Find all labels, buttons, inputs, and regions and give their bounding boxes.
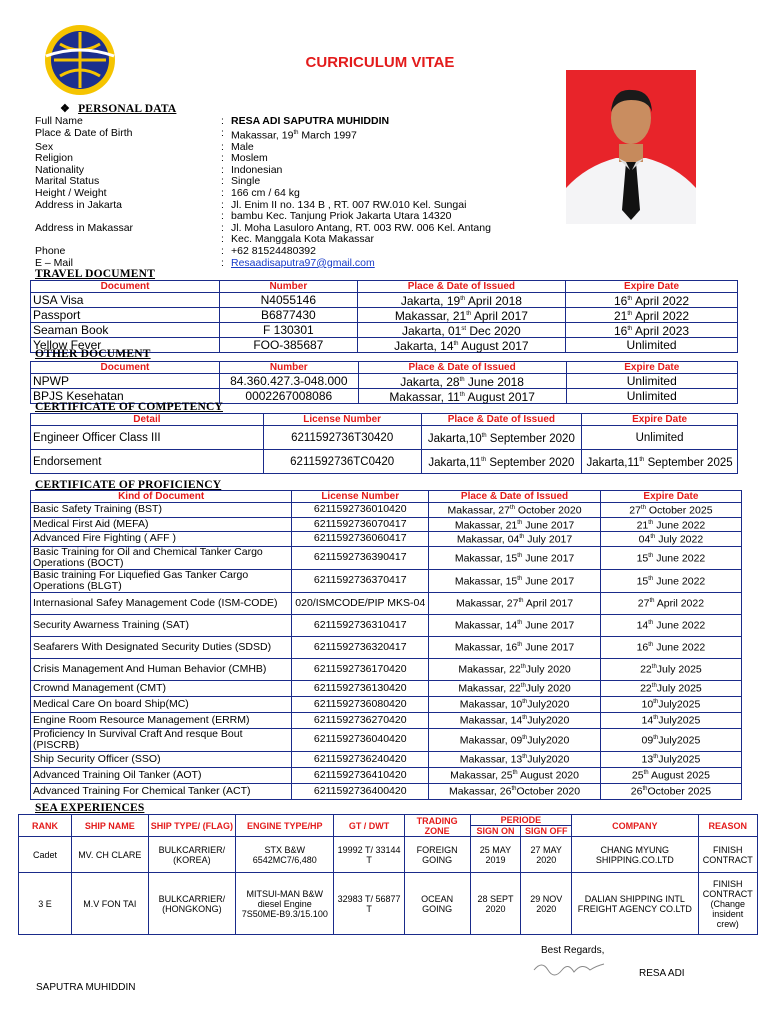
table-cell: 14thJuly2025 xyxy=(600,712,741,728)
table-header: Expire Date xyxy=(600,491,741,503)
table-header: Expire Date xyxy=(582,414,738,426)
colon: : xyxy=(221,256,224,269)
colon: : xyxy=(221,245,224,258)
proficiency-table xyxy=(30,490,742,800)
table-cell: Unlimited xyxy=(566,389,737,404)
colon: : xyxy=(221,233,224,246)
table-row xyxy=(31,517,742,532)
table-row xyxy=(31,783,742,799)
table-row xyxy=(31,696,742,712)
personal-row xyxy=(35,153,555,165)
table-cell: BPJS Kesehatan xyxy=(31,389,220,404)
competency-table xyxy=(30,413,738,474)
closing-text: Best Regards, xyxy=(541,945,605,956)
table-cell: Medical Care On board Ship(MC) xyxy=(31,696,292,712)
table-cell: 29 NOV 2020 xyxy=(521,873,572,935)
table-row xyxy=(31,751,742,767)
table-row xyxy=(31,374,738,389)
table-cell: 6211592736390417 xyxy=(292,546,429,569)
table-cell: Makassar, 13thJuly2020 xyxy=(429,751,601,767)
signature-name-1: RESA ADI xyxy=(639,968,685,979)
table-cell: N4055146 xyxy=(220,293,358,308)
table-cell: Makassar, 14th June 2017 xyxy=(429,614,601,636)
table-row xyxy=(31,680,742,696)
table-cell: Jakarta, 14th August 2017 xyxy=(357,338,565,353)
personal-row xyxy=(35,246,555,258)
personal-value: Jl. Enim II no. 134 B , RT. 007 RW.010 Kel. Sungai xyxy=(231,198,467,211)
table-row xyxy=(19,873,758,935)
colon: : xyxy=(221,210,224,223)
table-cell: Jakarta,11th September 2025 xyxy=(582,450,738,474)
table-header: Expire Date xyxy=(566,281,738,293)
table-row xyxy=(31,658,742,680)
table-header: Detail xyxy=(31,414,264,426)
table-header: SHIP TYPE/ (FLAG) xyxy=(148,815,236,837)
section-sea: SEA EXPERIENCES xyxy=(35,802,145,814)
table-cell: M.V FON TAI xyxy=(71,873,148,935)
table-cell: Makassar, 11th August 2017 xyxy=(358,389,566,404)
table-row xyxy=(31,503,742,518)
table-cell: Endorsement xyxy=(31,450,264,474)
table-cell: MV. CH CLARE xyxy=(71,837,148,873)
table-cell: FINISH CONTRACT xyxy=(698,837,757,873)
table-cell: 19992 T/ 33144 T xyxy=(334,837,404,873)
table-cell: 6211592736060417 xyxy=(292,532,429,547)
table-cell: Makassar, 15th June 2017 xyxy=(429,546,601,569)
personal-value: Indonesian xyxy=(231,163,283,176)
personal-label: Address in Makassar xyxy=(35,221,134,234)
table-cell: 21th April 2022 xyxy=(566,308,738,323)
table-cell: 27th April 2022 xyxy=(600,592,741,614)
table-cell: 21th June 2022 xyxy=(600,517,741,532)
table-cell: Makassar, 09thJuly2020 xyxy=(429,728,601,751)
table-row xyxy=(31,293,738,308)
personal-row xyxy=(35,128,555,142)
personal-label: Religion xyxy=(35,152,73,165)
table-cell: 3 E xyxy=(19,873,72,935)
table-cell: Makassar, 22thJuly 2020 xyxy=(429,680,601,696)
table-cell: Unlimited xyxy=(582,426,738,450)
table-row xyxy=(19,837,758,873)
colon: : xyxy=(221,198,224,211)
table-cell: 22thJuly 2025 xyxy=(600,658,741,680)
table-cell: 28 SEPT 2020 xyxy=(470,873,521,935)
table-cell: 22thJuly 2025 xyxy=(600,680,741,696)
table-cell: Internasional Safey Management Code (ISM-CODE) xyxy=(31,592,292,614)
sea-experience-table xyxy=(18,814,758,935)
colon: : xyxy=(221,187,224,200)
table-cell: 6211592736TC0420 xyxy=(263,450,421,474)
table-cell: Makassar, 16th June 2017 xyxy=(429,636,601,658)
table-subheader: SIGN OFF xyxy=(521,826,572,837)
section-proficiency: CERTIFICATE OF PROFICIENCY xyxy=(35,479,222,491)
table-cell: FOREIGN GOING xyxy=(404,837,470,873)
colon: : xyxy=(221,152,224,165)
table-cell: 13thJuly2025 xyxy=(600,751,741,767)
table-cell: 6211592736320417 xyxy=(292,636,429,658)
table-header: COMPANY xyxy=(572,815,698,837)
table-cell: 6211592736080420 xyxy=(292,696,429,712)
table-cell: 16th June 2022 xyxy=(600,636,741,658)
table-cell: NPWP xyxy=(31,374,220,389)
table-row xyxy=(31,712,742,728)
signature xyxy=(530,956,610,981)
table-cell: 020/ISMCODE/PIP MKS-04 xyxy=(292,592,429,614)
personal-value: bambu Kec. Tanjung Priok Jakarta Utara 14320 xyxy=(231,210,452,223)
personal-value: Kec. Manggala Kota Makassar xyxy=(231,233,374,246)
document-title: CURRICULUM VITAE xyxy=(305,54,455,71)
table-cell: Engineer Officer Class III xyxy=(31,426,264,450)
table-cell: Medical First Aid (MEFA) xyxy=(31,517,292,532)
table-cell: 15th June 2022 xyxy=(600,546,741,569)
table-cell: 27th October 2025 xyxy=(600,503,741,518)
table-cell: 25 MAY 2019 xyxy=(470,837,521,873)
colon: : xyxy=(221,163,224,176)
personal-label: Address in Jakarta xyxy=(35,198,122,211)
personal-value: Makassar, 19th March 1997 xyxy=(231,129,357,142)
table-header: SHIP NAME xyxy=(71,815,148,837)
table-header: Place & Date of Issued xyxy=(358,362,566,374)
table-cell: Basic Training for Oil and Chemical Tanker Cargo Operations (BOCT) xyxy=(31,546,292,569)
table-cell: Makassar, 21th June 2017 xyxy=(429,517,601,532)
table-cell: Basic training For Liquefied Gas Tanker Cargo Operations (BLGT) xyxy=(31,569,292,592)
table-header: Kind of Document xyxy=(31,491,292,503)
table-cell: 10thJuly2025 xyxy=(600,696,741,712)
table-row xyxy=(31,592,742,614)
table-cell: FINISH CONTRACT (Change insident crew) xyxy=(698,873,757,935)
email-link[interactable]: Resaadisaputra97@gmail.com xyxy=(231,256,375,269)
table-header: Number xyxy=(219,362,358,374)
table-row xyxy=(31,546,742,569)
table-header: Place & Date of Issued xyxy=(357,281,565,293)
table-cell: Jakarta,11th September 2020 xyxy=(421,450,582,474)
section-personal: ❖ PERSONAL DATA xyxy=(60,103,177,115)
table-header: License Number xyxy=(292,491,429,503)
table-header: Expire Date xyxy=(566,362,737,374)
table-row xyxy=(31,614,742,636)
table-row xyxy=(31,767,742,783)
personal-value: +62 81524480392 xyxy=(231,245,316,258)
table-cell: BULKCARRIER/ (KOREA) xyxy=(148,837,236,873)
table-cell: OCEAN GOING xyxy=(404,873,470,935)
personal-label: Sex xyxy=(35,140,54,153)
table-cell: Makassar, 15th June 2017 xyxy=(429,569,601,592)
table-cell: 6211592736400420 xyxy=(292,783,429,799)
personal-label: Place & Date of Birth xyxy=(35,126,133,139)
table-cell: Unlimited xyxy=(566,374,737,389)
table-header: Place & Date of Issued xyxy=(421,414,582,426)
colon: : xyxy=(221,175,224,188)
other-document-table xyxy=(30,361,738,404)
table-header: TRADING ZONE xyxy=(404,815,470,837)
table-cell: STX B&W 6542MC7/6,480 xyxy=(236,837,334,873)
table-cell: BULKCARRIER/ (HONGKONG) xyxy=(148,873,236,935)
table-header: Document xyxy=(31,362,220,374)
section-competency: CERTIFICATE OF COMPETENCY xyxy=(35,401,223,413)
table-cell: CHANG MYUNG SHIPPING.CO.LTD xyxy=(572,837,698,873)
personal-value: Single xyxy=(231,175,261,188)
table-header: License Number xyxy=(263,414,421,426)
table-cell: Makassar, 10thJuly2020 xyxy=(429,696,601,712)
section-travel: TRAVEL DOCUMENT xyxy=(35,268,156,280)
table-cell: Makassar, 14thJuly2020 xyxy=(429,712,601,728)
personal-row xyxy=(35,188,555,200)
table-header: PERIODE xyxy=(470,815,572,826)
table-cell: Jakarta,10th September 2020 xyxy=(421,426,582,450)
personal-label: Height / Weight xyxy=(35,187,107,200)
personal-value: 166 cm / 64 kg xyxy=(231,187,300,200)
table-cell: Jakarta, 01st Dec 2020 xyxy=(357,323,565,338)
table-cell: Makassar, 25th August 2020 xyxy=(429,767,601,783)
table-cell: Seaman Book xyxy=(31,323,220,338)
table-cell: 15th June 2022 xyxy=(600,569,741,592)
travel-document-table xyxy=(30,280,738,353)
table-row xyxy=(31,450,738,474)
table-cell: 6211592736310417 xyxy=(292,614,429,636)
table-cell: 6211592736240420 xyxy=(292,751,429,767)
table-row xyxy=(31,569,742,592)
table-header: Document xyxy=(31,281,220,293)
table-cell: Advanced Fire Fighting ( AFF ) xyxy=(31,532,292,547)
table-row xyxy=(31,728,742,751)
table-cell: FOO-385687 xyxy=(220,338,358,353)
personal-row xyxy=(35,116,555,128)
table-row xyxy=(31,426,738,450)
table-cell: Proficiency In Survival Craft And resque Bout (PISCRB) xyxy=(31,728,292,751)
table-cell: 04th July 2022 xyxy=(600,532,741,547)
table-cell: 32983 T/ 56877 T xyxy=(334,873,404,935)
table-cell: 6211592736070417 xyxy=(292,517,429,532)
table-cell: Makassar, 22thJuly 2020 xyxy=(429,658,601,680)
table-header: Number xyxy=(220,281,358,293)
table-cell: MITSUI-MAN B&W diesel Engine 7S50ME-B9.3/15.100 xyxy=(236,873,334,935)
table-row xyxy=(31,308,738,323)
personal-value: Male xyxy=(231,140,254,153)
colon: : xyxy=(221,140,224,153)
table-cell: Makassar, 04th July 2017 xyxy=(429,532,601,547)
table-cell: F 130301 xyxy=(220,323,358,338)
personal-label: E – Mail xyxy=(35,256,73,269)
table-cell: Makassar, 27th October 2020 xyxy=(429,503,601,518)
table-cell: 27 MAY 2020 xyxy=(521,837,572,873)
table-cell: 25th August 2025 xyxy=(600,767,741,783)
table-cell: Jakarta, 19th April 2018 xyxy=(357,293,565,308)
table-cell: Cadet xyxy=(19,837,72,873)
table-cell: 0002267008086 xyxy=(219,389,358,404)
table-subheader: SIGN ON xyxy=(470,826,521,837)
personal-row xyxy=(35,142,555,154)
table-header: Place & Date of Issued xyxy=(429,491,601,503)
table-cell: 6211592736T30420 xyxy=(263,426,421,450)
table-header: RANK xyxy=(19,815,72,837)
table-header: ENGINE TYPE/HP xyxy=(236,815,334,837)
table-cell: Advanced Training Oil Tanker (AOT) xyxy=(31,767,292,783)
personal-label: Nationality xyxy=(35,163,85,176)
table-cell: USA Visa xyxy=(31,293,220,308)
profile-photo xyxy=(566,70,696,224)
personal-value: Moslem xyxy=(231,152,268,165)
personal-value: RESA ADI SAPUTRA MUHIDDIN xyxy=(231,115,390,127)
table-cell: 6211592736270420 xyxy=(292,712,429,728)
table-cell: Crownd Management (CMT) xyxy=(31,680,292,696)
section-other: OTHER DOCUMENT xyxy=(35,348,151,360)
table-cell: 6211592736040420 xyxy=(292,728,429,751)
table-cell: 6211592736410420 xyxy=(292,767,429,783)
table-cell: Makassar, 21th April 2017 xyxy=(357,308,565,323)
colon: : xyxy=(221,126,224,139)
table-cell: Seafarers With Designated Security Duties (SDSD) xyxy=(31,636,292,658)
table-cell: Advanced Training For Chemical Tanker (ACT) xyxy=(31,783,292,799)
table-cell: 26thOctober 2025 xyxy=(600,783,741,799)
table-cell: Security Awarness Training (SAT) xyxy=(31,614,292,636)
table-cell: 84.360.427.3-048.000 xyxy=(219,374,358,389)
table-cell: B6877430 xyxy=(220,308,358,323)
personal-label: Phone xyxy=(35,245,66,258)
table-cell: Makassar, 26thOctober 2020 xyxy=(429,783,601,799)
signature-name-2: SAPUTRA MUHIDDIN xyxy=(36,982,136,993)
personal-label: Marital Status xyxy=(35,175,100,188)
table-cell: Unlimited xyxy=(566,338,738,353)
personal-data-list xyxy=(35,116,555,269)
table-cell: Passport xyxy=(31,308,220,323)
table-header: GT / DWT xyxy=(334,815,404,837)
colon: : xyxy=(221,115,224,127)
colon: : xyxy=(221,221,224,234)
table-cell: Jakarta, 28th June 2018 xyxy=(358,374,566,389)
table-cell: Basic Safety Training (BST) xyxy=(31,503,292,518)
table-row xyxy=(31,532,742,547)
personal-row xyxy=(35,165,555,177)
table-cell: 6211592736370417 xyxy=(292,569,429,592)
table-cell: 6211592736170420 xyxy=(292,658,429,680)
table-cell: 16th April 2022 xyxy=(566,293,738,308)
table-cell: 16th April 2023 xyxy=(566,323,738,338)
table-cell: 6211592736010420 xyxy=(292,503,429,518)
personal-value: Jl. Moha Lasuloro Antang, RT. 003 RW. 006 Kel. Antang xyxy=(231,221,491,234)
table-header: REASON xyxy=(698,815,757,837)
table-cell: 09thJuly2025 xyxy=(600,728,741,751)
table-cell: 14th June 2022 xyxy=(600,614,741,636)
diamond-bullet-icon: ❖ xyxy=(60,103,71,115)
table-cell: Yellow Fever xyxy=(31,338,220,353)
table-cell: DALIAN SHIPPING INTL FREIGHT AGENCY CO.LTD xyxy=(572,873,698,935)
table-cell: Engine Room Resource Management (ERRM) xyxy=(31,712,292,728)
table-cell: Makassar, 27th April 2017 xyxy=(429,592,601,614)
table-row xyxy=(31,636,742,658)
personal-label: Full Name xyxy=(35,115,83,127)
table-cell: Crisis Management And Human Behavior (CMHB) xyxy=(31,658,292,680)
table-row xyxy=(31,323,738,338)
table-cell: 6211592736130420 xyxy=(292,680,429,696)
table-cell: Ship Security Officer (SSO) xyxy=(31,751,292,767)
